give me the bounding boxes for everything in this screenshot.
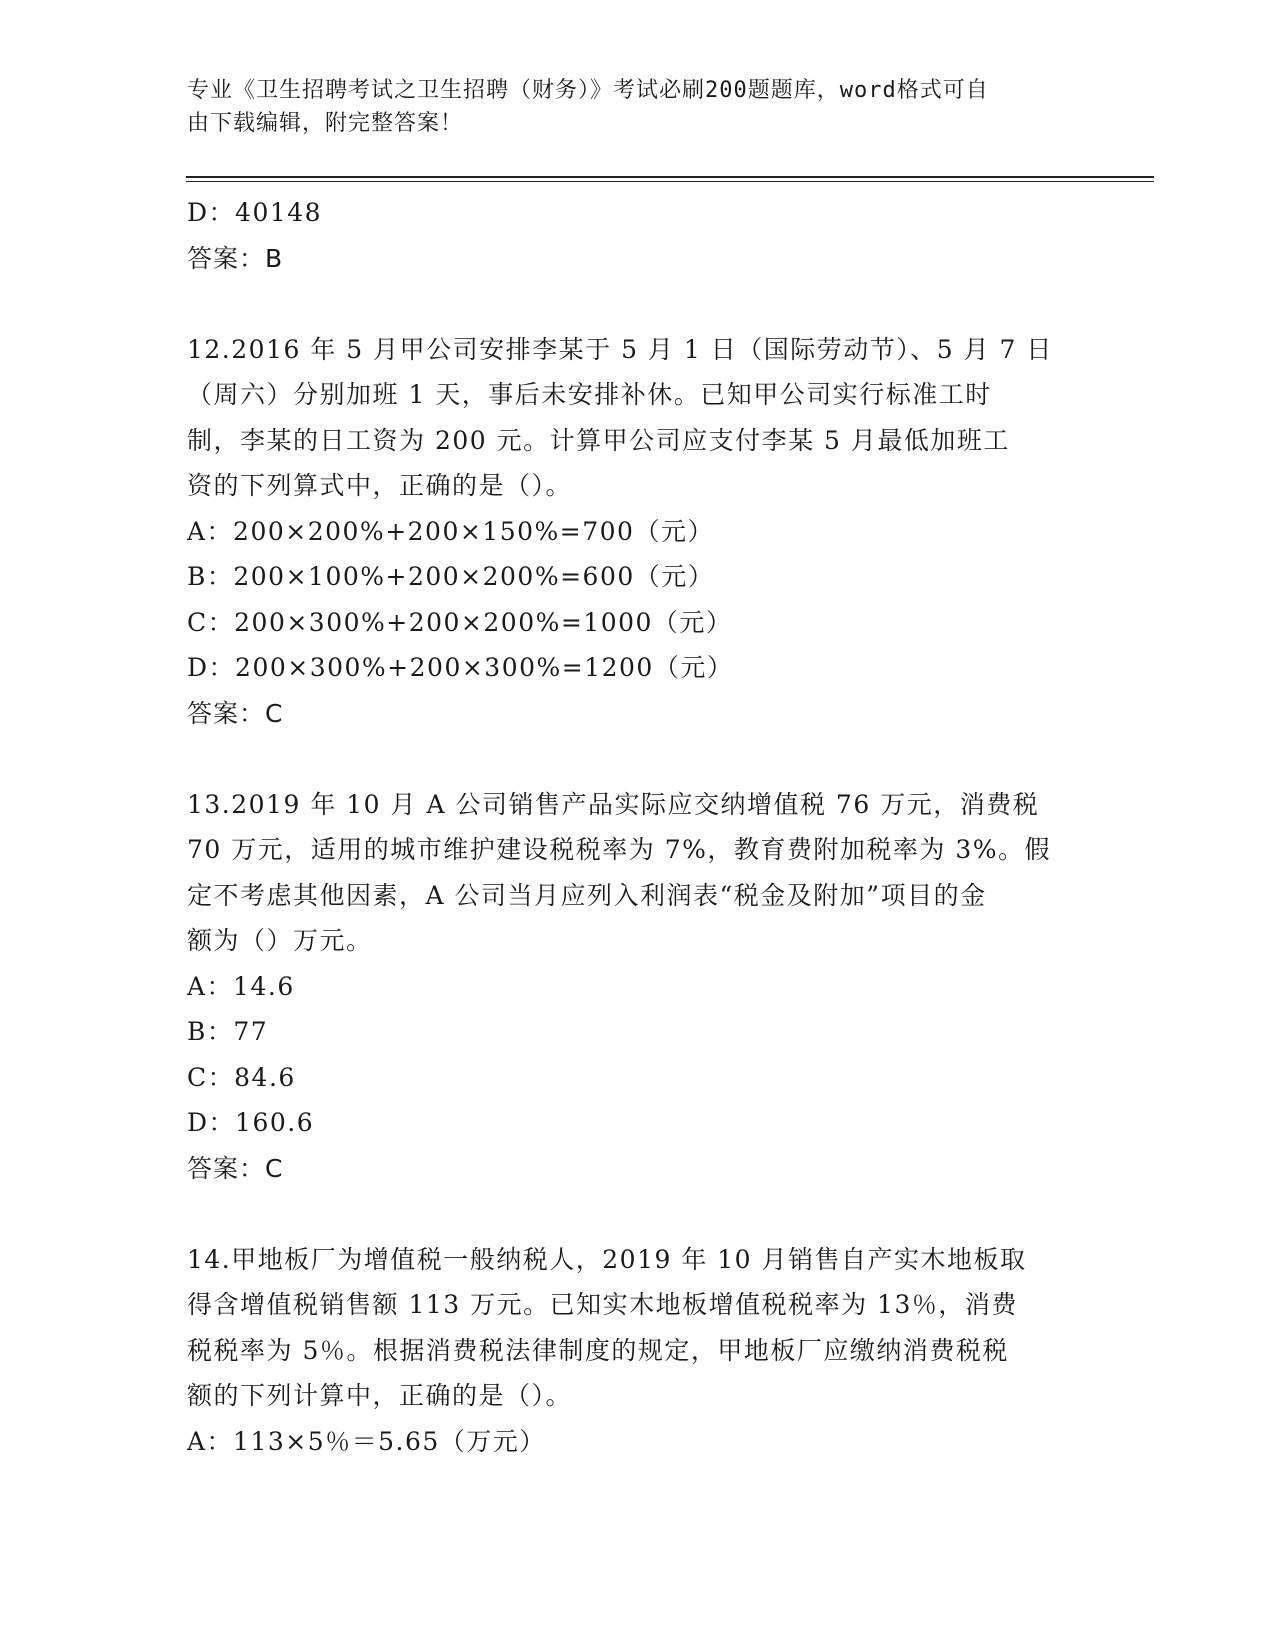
option-d: D：200×300%+200×300%=1200（元） xyxy=(187,653,734,682)
option-b: B：200×100%+200×200%=600（元） xyxy=(187,562,715,591)
option-d: D：160.6 xyxy=(187,1108,315,1137)
question-14 xyxy=(187,1237,1087,1465)
option-a: A：113×5％＝5.65（万元） xyxy=(187,1426,546,1456)
option-a: A：200×200%+200×150%=700（元） xyxy=(187,516,714,546)
option-b: B：77 xyxy=(187,1017,269,1046)
question-text-line: 额的下列计算中，正确的是（）。 xyxy=(187,1381,573,1410)
question-text-line: 12.2016 年 5 月甲公司安排李某于 5 月 1 日（国际劳动节）、5 月 7 日 xyxy=(187,334,1053,364)
header-divider-thin xyxy=(186,181,1154,182)
header-divider xyxy=(186,176,1154,178)
option-c: C：84.6 xyxy=(187,1062,296,1092)
question-text-line: 额为（）万元。 xyxy=(187,926,373,955)
spacer xyxy=(187,1191,1087,1237)
question-12 xyxy=(187,327,1087,737)
question-text-line: 定不考虑其他因素，A 公司当月应列入利润表“税金及附加”项目的金 xyxy=(187,880,987,910)
answer: 答案：C xyxy=(187,698,284,728)
question-text-line: 税税率为 5％。根据消费税法律制度的规定，甲地板厂应缴纳消费税税 xyxy=(187,1335,1009,1365)
question-text-line: （周六）分别加班 1 天，事后未安排补休。已知甲公司实行标准工时 xyxy=(187,380,992,409)
header-line-1: 专业《卫生招聘考试之卫生招聘（财务）》考试必刷200题题库，word格式可自 xyxy=(187,78,989,103)
answer: 答案：B xyxy=(187,243,284,273)
answer: 答案：C xyxy=(187,1153,284,1183)
header-line-2: 由下载编辑，附完整答案！ xyxy=(187,111,464,136)
option-a: A：14.6 xyxy=(187,971,295,1001)
question-text-line: 资的下列算式中，正确的是（）。 xyxy=(187,471,573,500)
page-header xyxy=(187,74,1067,140)
question-text-line: 得含增值税销售额 113 万元。已知实木地板增值税税率为 13％，消费 xyxy=(187,1290,1018,1319)
question-text-line: 制，李某的日工资为 200 元。计算甲公司应支付李某 5 月最低加班工 xyxy=(187,425,1010,455)
question-text-line: 13.2019 年 10 月 A 公司销售产品实际应交纳增值税 76 万元，消费税 xyxy=(187,789,1040,819)
question-text-line: 14.甲地板厂为增值税一般纳税人，2019 年 10 月销售自产实木地板取 xyxy=(187,1244,1027,1274)
document-body xyxy=(187,190,1087,1464)
option-c: C：200×300%+200×200%=1000（元） xyxy=(187,607,733,637)
question-13 xyxy=(187,782,1087,1192)
spacer xyxy=(187,281,1087,327)
question-text-line: 70 万元，适用的城市维护建设税税率为 7%，教育费附加税率为 3%。假 xyxy=(187,835,1051,864)
option-d: D：40148 xyxy=(187,198,323,227)
spacer xyxy=(187,736,1087,782)
